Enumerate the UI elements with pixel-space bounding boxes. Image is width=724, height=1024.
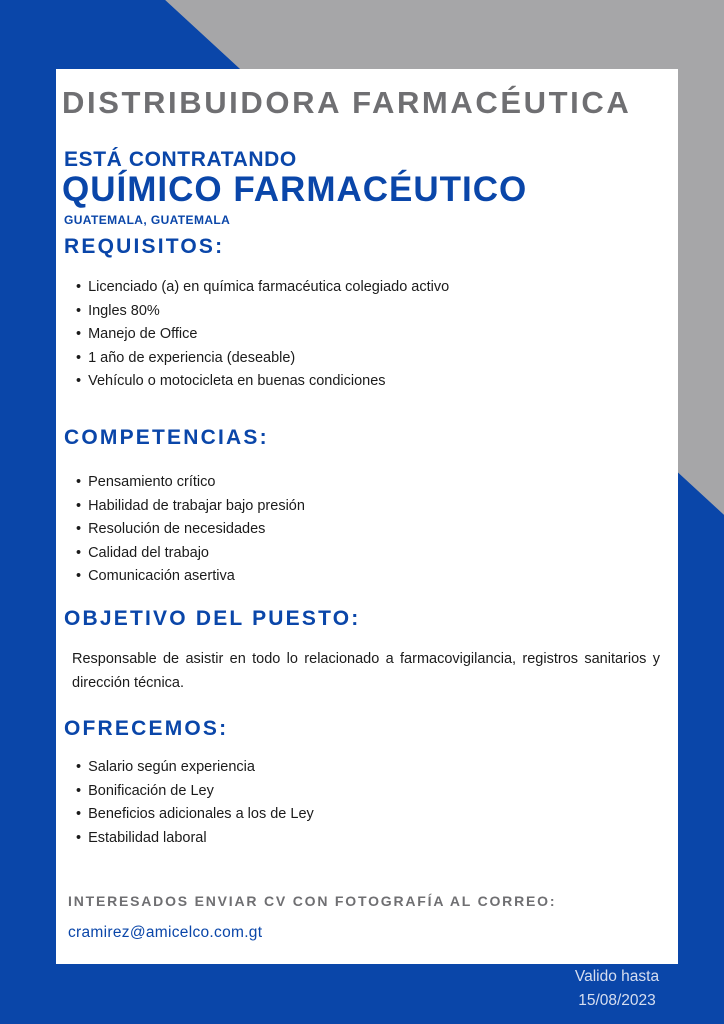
list-item: • Salario según experiencia: [76, 756, 314, 780]
requirements-list: [76, 276, 449, 394]
requirements-heading: REQUISITOS:: [64, 235, 225, 258]
list-item: • Ingles 80%: [76, 300, 449, 324]
list-item: • Vehículo o motocicleta en buenas condiciones: [76, 370, 449, 394]
competencies-list: [76, 471, 305, 589]
list-item: • Estabilidad laboral: [76, 827, 314, 851]
list-item: • Comunicación asertiva: [76, 565, 305, 589]
objective-text: Responsable de asistir en todo lo relacionado a farmacovigilancia, registros sanitarios y dirección técnica.: [72, 651, 660, 691]
list-item: • Habilidad de trabajar bajo presión: [76, 495, 305, 519]
validity-label: Valido hasta: [574, 968, 660, 985]
job-title: QUÍMICO FARMACÉUTICO: [62, 170, 528, 209]
list-item: • Bonificación de Ley: [76, 780, 314, 804]
offers-heading: OFRECEMOS:: [64, 717, 229, 740]
validity-note: [560, 965, 674, 1013]
contact-email[interactable]: cramirez@amicelco.com.gt: [68, 924, 263, 941]
list-item: • 1 año de experiencia (deseable): [76, 347, 449, 371]
objective-heading: OBJETIVO DEL PUESTO:: [64, 607, 361, 630]
list-item: • Licenciado (a) en química farmacéutica colegiado activo: [76, 276, 449, 300]
hiring-label: ESTÁ CONTRATANDO: [64, 148, 297, 171]
list-item: • Resolución de necesidades: [76, 518, 305, 542]
validity-date: 15/08/2023: [578, 992, 656, 1009]
list-item: • Calidad del trabajo: [76, 542, 305, 566]
job-location: GUATEMALA, GUATEMALA: [64, 213, 231, 227]
company-name: DISTRIBUIDORA FARMACÉUTICA: [62, 85, 632, 120]
job-posting-card: [56, 69, 678, 964]
list-item: • Manejo de Office: [76, 323, 449, 347]
list-item: • Pensamiento crítico: [76, 471, 305, 495]
contact-instructions: INTERESADOS ENVIAR CV CON FOTOGRAFÍA AL CORREO:: [68, 893, 557, 909]
list-item: • Beneficios adicionales a los de Ley: [76, 803, 314, 827]
offers-list: [76, 756, 314, 850]
competencies-heading: COMPETENCIAS:: [64, 426, 269, 449]
